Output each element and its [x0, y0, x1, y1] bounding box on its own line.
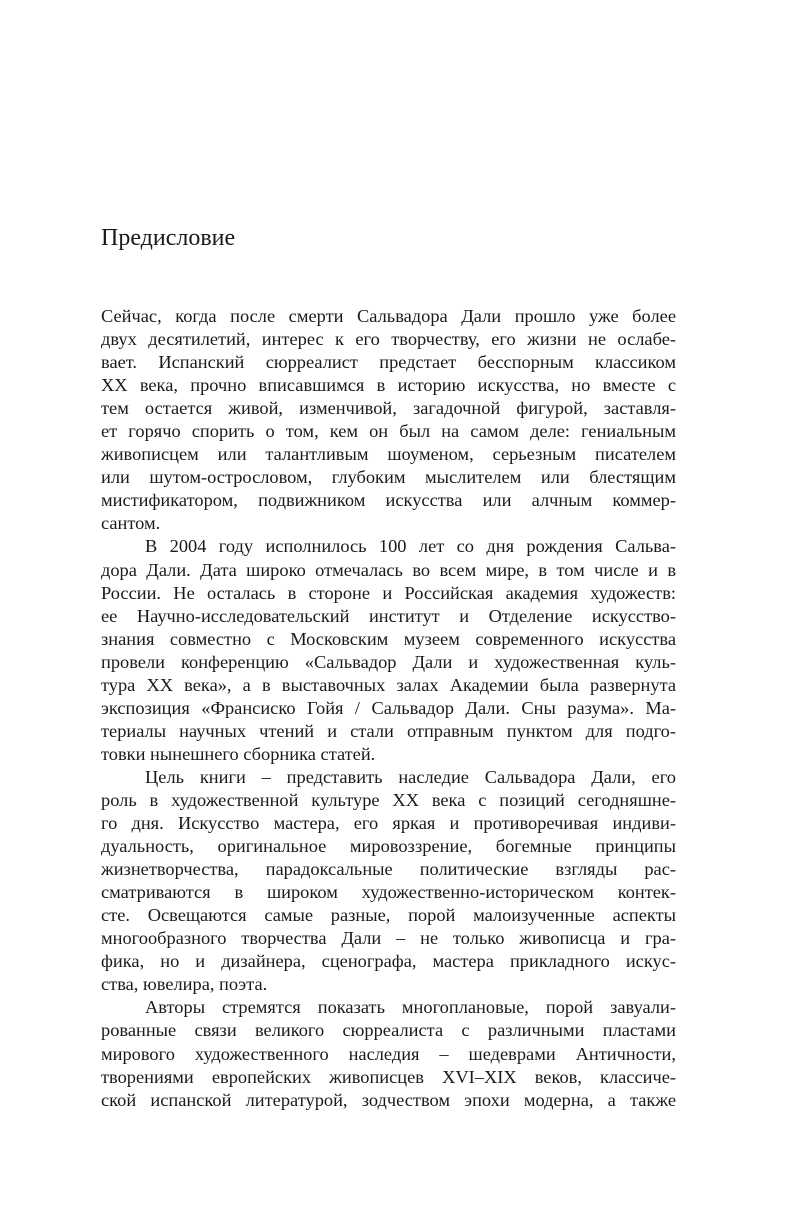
text-line: фика, но и дизайнера, сценографа, мастера прикладного искус-	[101, 951, 676, 972]
text-line: живописцем или талантливым шоуменом, серьезным писателем	[101, 444, 676, 465]
text-line: жизнетворчества, парадоксальные политические взгляды рас-	[101, 859, 676, 880]
text-line: ства, ювелира, поэта.	[101, 974, 268, 995]
text-line: В 2004 году исполнилось 100 лет со дня рождения Сальва-	[145, 536, 676, 557]
text-line: творениями европейских живописцев XVI–XIX веков, классиче-	[101, 1066, 676, 1087]
paragraph	[101, 996, 676, 1111]
text-line: мистификатором, подвижником искусства или алчным коммер-	[101, 490, 676, 511]
text-line: сматриваются в широком художественно-историческом контек-	[101, 882, 676, 903]
text-line: ской испанской литературой, зодчеством эпохи модерна, а также	[101, 1089, 676, 1110]
text-line: тем остается живой, изменчивой, загадочной фигурой, заставля-	[101, 398, 676, 419]
text-line: тура XX века», а в выставочных залах Академии была развернута	[101, 674, 676, 695]
text-line: сантом.	[101, 513, 161, 534]
text-line: Авторы стремятся показать многоплановые, порой завуали-	[145, 997, 676, 1018]
text-line: России. Не осталась в стороне и Российская академия художеств:	[101, 582, 676, 603]
text-line: ее Научно-исследовательский институт и Отделение искусство-	[101, 605, 676, 626]
text-line: Сейчас, когда после смерти Сальвадора Дали прошло уже более	[101, 306, 676, 326]
text-line: экспозиция «Франсиско Гойя / Сальвадор Дали. Сны разума». Ма-	[101, 697, 676, 718]
text-line: рованные связи великого сюрреалиста с различными пластами	[101, 1020, 676, 1041]
text-line: ет горячо спорить о том, кем он был на самом деле: гениальным	[101, 421, 676, 442]
body-text	[101, 305, 676, 1112]
text-line: го дня. Искусство мастера, его яркая и противоречивая индиви-	[101, 813, 676, 834]
text-line: дора Дали. Дата широко отмечалась во всем мире, в том числе и в	[101, 559, 676, 580]
text-line: териалы научных чтений и стали отправным пунктом для подго-	[101, 720, 676, 741]
text-line: товки нынешнего сборника статей.	[101, 743, 376, 764]
text-line: Цель книги – представить наследие Сальвадора Дали, его	[145, 766, 676, 787]
text-line: роль в художественной культуре XX века с позиций сегодняшне-	[101, 789, 676, 810]
text-line: мирового художественного наследия – шедеврами Античности,	[101, 1043, 676, 1064]
text-line: вает. Испанский сюрреалист предстает бесспорным классиком	[101, 352, 676, 373]
text-line: многообразного творчества Дали – не только живописца и гра-	[101, 928, 676, 949]
text-line: или шутом-острословом, глубоким мыслителем или блестящим	[101, 467, 676, 488]
text-line: двух десятилетий, интерес к его творчеству, его жизни не ослабе-	[101, 329, 676, 350]
paragraph	[101, 766, 676, 996]
text-line: XX века, прочно вписавшимся в историю искусства, но вместе с	[101, 375, 676, 396]
text-line: провели конференцию «Сальвадор Дали и художественная куль-	[101, 651, 676, 672]
paragraph	[101, 535, 676, 765]
paragraph	[101, 305, 676, 535]
text-line: знания совместно с Московским музеем современного искусства	[101, 628, 676, 649]
section-heading: Предисловие	[101, 225, 236, 251]
text-line: дуальность, оригинальное мировоззрение, богемные принципы	[101, 836, 676, 857]
text-line: сте. Освещаются самые разные, порой малоизученные аспекты	[101, 905, 676, 926]
